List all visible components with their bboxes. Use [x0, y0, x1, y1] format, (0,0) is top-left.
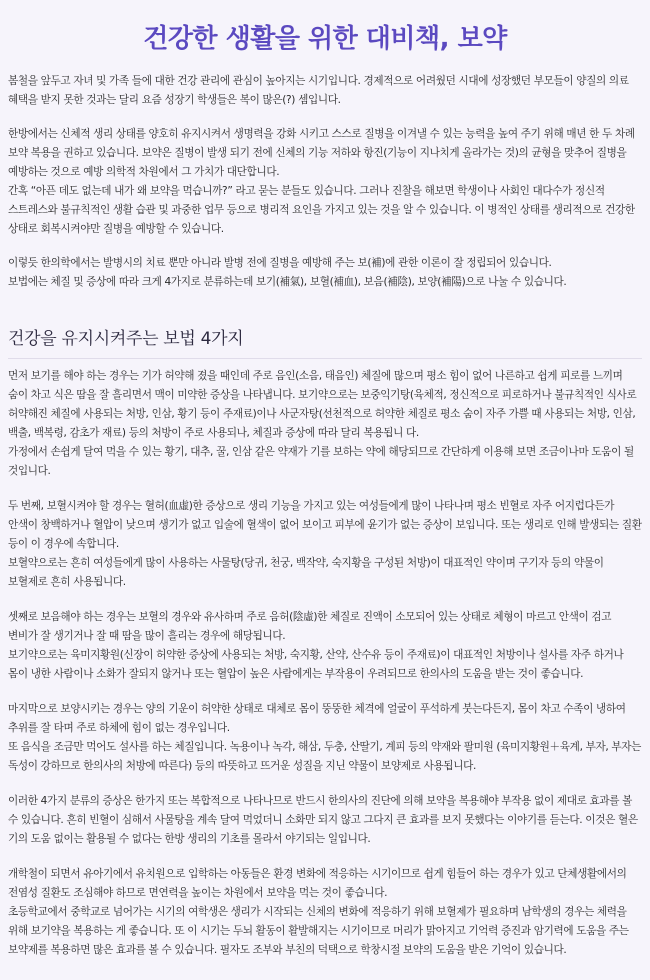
intro-paragraph-1: 봄철을 앞두고 자녀 및 가족 들에 대한 건강 관리에 관심이 높아지는 시기입니다. 경제적으로 어려웠던 시대에 성장했던 부모들이 양질의 의료 혜택을 받지 못한 것과는 달리 요즘 성장기 학생들은 복이 많은(?) 셈입니다.	[8, 75, 629, 106]
section-header	[8, 314, 642, 359]
page-title: 건강한 생활을 위한 대비책, 보약	[143, 24, 507, 54]
body-paragraph-10: 개학철이 되면서 유아기에서 유치원으로 입학하는 아동들은 환경 변화에 적응하는 시기이므로 쉽게 힘들어 하는 경우가 있고 단체생활에서의 전염성 질환도 조심해야 하므로 면연력을 높이는 차원에서 보약을 먹는 것이 좋습니다.	[8, 868, 627, 899]
body-paragraph-1: 먼저 보기를 해야 하는 경우는 기가 허약해 졌을 때인데 주로 음인(소음, 태음인) 체질에 많으며 평소 힘이 없어 나른하고 쉽게 피로를 느끼며 숨이 차고 식은 땀을 잘 흘리면서 맥이 미약한 증상을 나타냅니다. 보기약으로는 보중익기탕(육체적, 정신적으로 피로하거나 불규칙적인 식사로 허약해진 체질에 사용되는 처방, 인삼, 황기 등이 주재료)이나 사군자탕(선천적으로 허약한 체질로 평소 숨이 자주 가쁠 때 사용되는 처방, 인삼, 백출, 백복령, 감초가 재료) 등의 처방이 주로 사용되나, 체질과 증상에 따라 달리 복용됩니 다.	[8, 370, 637, 439]
body-paragraph-3: 두 번째, 보혈시켜야 할 경우는 혈허(血虛)한 증상으로 생리 기능을 가지고 있는 여성들에게 많이 나타나며 평소 빈혈로 자주 어지럽다든가 안색이 창백하거나 혈압이 낮으며 생기가 없고 입술에 혈색이 없어 보이고 피부에 윤기가 없는 증상이 보입니다. 또는 생리로 인해 발생되는 질환 등이 이 경우에 속합니다.	[8, 500, 642, 550]
section-title: 건강을 유지시켜주는 보법 4가지	[8, 329, 244, 349]
section-body	[8, 367, 642, 960]
body-paragraph-6: 보기약으로는 육미지황원(신장이 허약한 증상에 사용되는 처방, 숙지황, 산약, 산수유 등이 주재료)이 대표적인 처방이나 설사를 자주 하거나 몸이 냉한 사람이나 소화가 잘되지 않거나 또는 혈압이 높은 사람에게는 부작용이 우려되므로 한의사의 도움을 받는 것이 좋습니다.	[8, 649, 624, 680]
intro-paragraph-4: 이렇듯 한의학에서는 발병시의 치료 뿐만 아니라 발병 전에 질병을 예방해 주는 보(補)에 관한 이론이 잘 정립되어 있습니다.	[8, 257, 552, 269]
body-paragraph-2: 가정에서 손쉽게 달여 먹을 수 있는 황기, 대추, 꿀, 인삼 같은 약재가 기를 보하는 약에 해당되므로 간단하게 이용해 보면 조금이나마 도움이 될 것입니다.	[8, 446, 634, 477]
body-paragraph-7: 마지막으로 보양시키는 경우는 양의 기운이 허약한 상태로 대체로 몸이 뚱뚱한 체격에 얼굴이 푸석하게 붓는다든지, 몸이 차고 수족이 냉하여 추위를 잘 타며 주로 하체에 힘이 없는 경우입니다.	[8, 703, 626, 734]
intro-paragraph-3: 간혹 “아픈 데도 없는데 내가 왜 보약을 먹습니까?” 라고 묻는 분들도 있습니다. 그러나 진찰을 해보면 학생이나 사회인 대다수가 정신적 스트레스와 불규칙적인 생활 습관 및 과중한 업무 등으로 병리적 요인을 가지고 있는 것을 알 수 있습니다. 이 병적인 상태를 생리적으로 건강한 상태로 회복시켜야만 질병을 예방할 수 있습니다.	[8, 185, 635, 235]
body-paragraph-5: 셋째로 보음해야 하는 경우는 보혈의 경우와 유사하며 주로 음허(陰虛)한 체질로 진액이 소모되어 있는 상태로 체형이 마르고 안색이 검고 변비가 잘 생기거나 잘 때 땀을 많이 흘리는 경우에 해당됩니다.	[8, 611, 612, 642]
body-paragraph-9: 이러한 4가지 분류의 증상은 한가지 또는 복합적으로 나타나므로 반드시 한의사의 진단에 의해 보약을 복용해야 부작용 없이 제대로 효과를 볼 수 있습니다. 흔히 빈혈이 심해서 사물탕을 계속 달여 먹었더니 소화만 되지 않고 그다지 큰 효과를 보지 못했다는 이야기를 듣는다. 이것은 혈은 기의 도움 없이는 활용될 수 없다는 한방 생리의 기초를 몰라서 야기되는 일입니다.	[8, 795, 638, 845]
body-paragraph-4: 보혈약으로는 흔히 여성들에게 많이 사용하는 사물탕(당귀, 천궁, 백작약, 숙지황을 구성된 처방)이 대표적인 약이며 구기자 등의 약물이 보혈제로 흔히 사용됩니다.	[8, 557, 604, 588]
body-paragraph-11: 초등학교에서 중학교로 넘어가는 시기의 여학생은 생리가 시작되는 신체의 변화에 적응하기 위해 보혈제가 필요하며 남학생의 경우는 체력을 위해 보기약을 복용하는 게 좋습니다. 또 이 시기는 두뇌 활동이 활발해지는 시기이므로 머리가 맑아지고 기억력 증진과 암기력에 도움을 주는 보약제를 복용하면 많은 효과를 볼 수 있습니다. 필자도 조부와 부친의 덕택으로 학창시절 보약의 도움을 받은 기억이 있습니다.	[8, 906, 629, 956]
intro-paragraph-2: 한방에서는 신체적 생리 상태를 양호히 유지시켜서 생명력을 강화 시키고 스스로 질병을 이겨낼 수 있는 능력을 높여 주기 위해 매년 한 두 차례 보약 복용을 권하고 있습니다. 보약은 질병이 발생 되기 전에 신체의 기능 저하와 항진(기능이 지나치게 올라가는 것)의 균형을 맞추어 질병을 예방하는 것으로 예방 의학적 차원에서 그 가치가 대단합니다.	[8, 128, 635, 178]
intro-paragraph-5: 보법에는 체질 및 증상에 따라 크게 4가지로 분류하는데 보기(補氣), 보혈(補血), 보음(補陰), 보양(補陽)으로 나눌 수 있습니다.	[8, 276, 567, 288]
intro-section	[8, 72, 642, 292]
body-paragraph-8: 또 음식을 조금만 먹어도 설사를 하는 체질입니다. 녹용이나 녹각, 해삼, 두충, 산딸기, 계피 등의 약재와 팔미원 (육미지황원＋육계, 부자, 부자는 독성이 강하므로 한의사의 처방에 따른다) 등의 따뜻하고 뜨거운 성질을 지닌 약물이 보양제로 사용됩니다.	[8, 741, 642, 772]
